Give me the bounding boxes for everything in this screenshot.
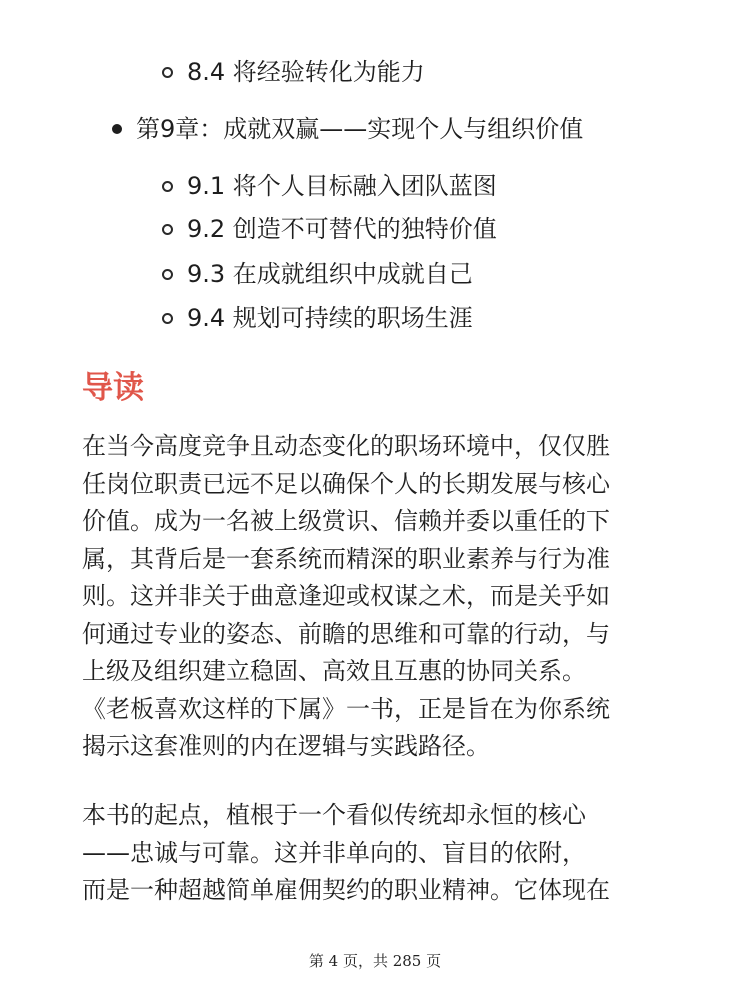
paragraph-line: 而是一种超越简单雇佣契约的职业精神。它体现在 xyxy=(82,876,610,904)
toc-item-label: 8.4 将经验转化为能力 xyxy=(187,58,425,86)
paragraph-line: 价值。成为一名被上级赏识、信赖并委以重任的下 xyxy=(82,507,610,535)
page-number: 第 4 页，共 285 页 xyxy=(308,952,442,970)
paragraph-line: 属，其背后是一套系统而精深的职业素养与行为准 xyxy=(82,544,610,573)
toc-chapter-label: 第9章：成就双赢——实现个人与组织价值 xyxy=(136,115,584,143)
paragraph-line: 《老板喜欢这样的下属》一书，正是旨在为你系统 xyxy=(82,694,610,723)
hollow-circle-bullet-icon xyxy=(162,313,173,324)
toc-item-9-3 xyxy=(162,259,473,289)
paragraph-line: 在当今高度竞争且动态变化的职场环境中，仅仅胜 xyxy=(82,432,610,460)
paragraph-line: 揭示这套准则的内在逻辑与实践路径。 xyxy=(82,732,490,760)
toc-chapter-9 xyxy=(112,114,583,144)
toc-item-8-4 xyxy=(162,57,425,87)
hollow-circle-bullet-icon xyxy=(162,224,173,235)
toc-item-9-1 xyxy=(162,171,497,201)
paragraph-line: ——忠诚与可靠。这并非单向的、盲目的依附， xyxy=(82,838,586,867)
hollow-circle-bullet-icon xyxy=(162,269,173,280)
intro-paragraph-2 xyxy=(82,797,682,910)
paragraph-line: 本书的起点，植根于一个看似传统却永恒的核心 xyxy=(82,801,586,829)
paragraph-line: 何通过专业的姿态、前瞻的思维和可靠的行动，与 xyxy=(82,619,610,648)
section-title: 导读 xyxy=(82,370,144,406)
toc-item-9-4 xyxy=(162,303,473,333)
paragraph-line: 则。这并非关于曲意逢迎或权谋之术，而是关乎如 xyxy=(82,582,610,610)
toc-item-label: 9.3 在成就组织中成就自己 xyxy=(187,260,473,288)
toc-item-label: 9.1 将个人目标融入团队蓝图 xyxy=(187,172,497,200)
filled-circle-bullet-icon xyxy=(112,124,122,134)
toc-item-9-2 xyxy=(162,214,497,244)
hollow-circle-bullet-icon xyxy=(162,67,173,78)
paragraph-line: 任岗位职责已远不足以确保个人的长期发展与核心 xyxy=(82,469,610,498)
intro-paragraph-1 xyxy=(82,428,682,766)
hollow-circle-bullet-icon xyxy=(162,181,173,192)
toc-item-label: 9.2 创造不可替代的独特价值 xyxy=(187,215,497,243)
paragraph-line: 上级及组织建立稳固、高效且互惠的协同关系。 xyxy=(82,657,586,685)
toc-item-label: 9.4 规划可持续的职场生涯 xyxy=(187,304,473,332)
